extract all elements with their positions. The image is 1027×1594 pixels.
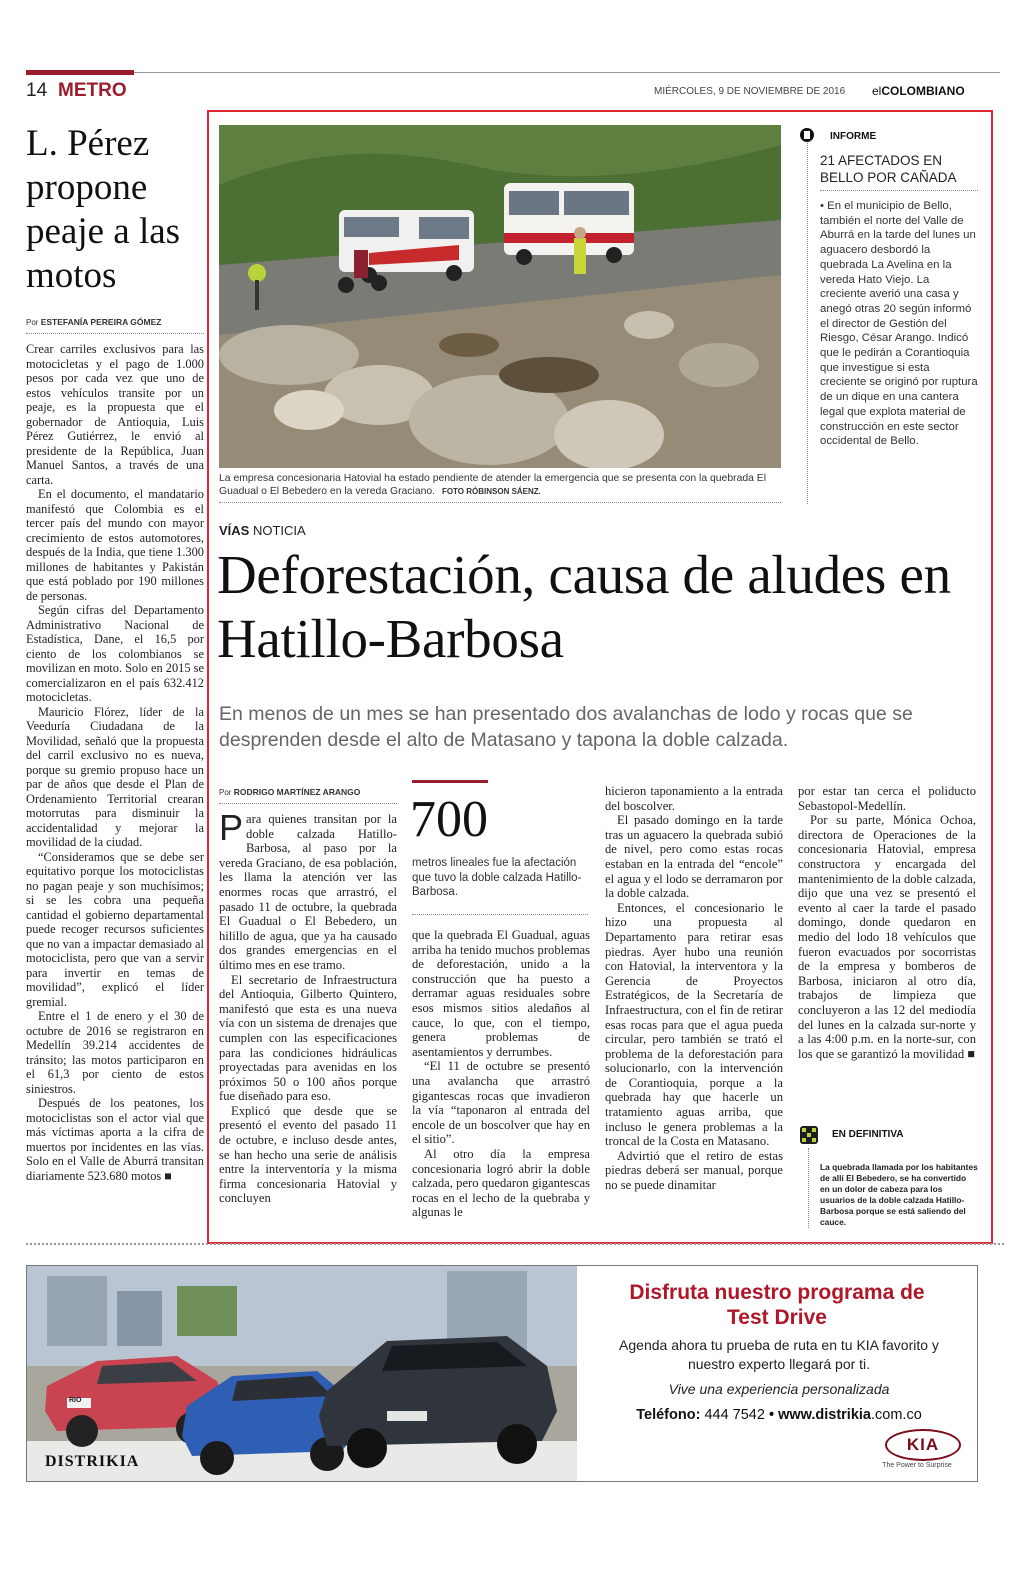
main-byline-divider xyxy=(219,803,397,804)
website-domain: www.distrikia xyxy=(778,1407,871,1423)
ad-car-photo xyxy=(27,1266,577,1481)
paragraph: Por su parte, Mónica Ochoa, directora de Operaciones de la concesionaria Hatovial, empresa constructora y encargada del mantenimiento de la doble calzada, dijo que una vez se presentó el evento al caer la tarde el pasado domingo, donde quedaron en medio del lodo 18 vehículos que fueron evacuados por socorristas de la empresa y bomberos de Barbosa, iniciaron al otro día, trabajos de limpieza que concluyeron a las 12 del mediodía del lunes en la calzada sur-norte y a las 4:00 p.m. en la norte-sur, con los que se garantizó la movilidad ■ xyxy=(798,813,976,1061)
left-article-byline xyxy=(26,317,161,327)
paragraph: por estar tan cerca el poliducto Sebastopol-Medellín. xyxy=(798,784,976,813)
paragraph: ara quienes transitan por la doble calzada Hatillo-Barbosa, al paso por la vereda Graciano, de esa población, les llama la atención ver las enormes rocas que arrastró, el pasado 11 de octubre, la quebrada El Guadual o El Bebedero, un hilillo de agua, que ya ha causado dos grandes emergencias en el último mes en ese tramo. xyxy=(219,812,397,972)
phone-number: 444 7542 xyxy=(704,1407,765,1423)
header-accent-bar xyxy=(26,70,134,75)
website-tld: .com.co xyxy=(871,1407,922,1423)
paragraph: hicieron taponamiento a la entrada del boscolver. xyxy=(605,784,783,813)
byline-author: RODRIGO MARTÍNEZ ARANGO xyxy=(233,787,361,797)
ad-body: Agenda ahora tu prueba de ruta en tu KIA favorito y nuestro experto llegará por ti. xyxy=(619,1337,939,1372)
kia-slogan: The Power to Surprise xyxy=(882,1462,952,1469)
paragraph: Mauricio Flórez, líder de la Veeduría Ciudadana de la Movilidad, señaló que la propuesta del carril exclusivo no es nueva, porque su gremio propuso hace un par de años que desde el Plan de Ordenamiento Territorial crearan motorrutas para disminuir la accidentalidad y mejorar la movilidad de la ciudad. xyxy=(26,704,204,849)
paragraph: Entre el 1 de enero y el 30 de octubre de 2016 se registraron en Medellín 39.214 accidentes de tránsito; las motos participaron en el 61,3 por ciento de estos siniestros. xyxy=(26,1009,204,1096)
car-plate: RIO xyxy=(69,1397,82,1404)
byline-author: ESTEFANÍA PEREIRA GÓMEZ xyxy=(40,317,162,327)
caption-divider xyxy=(219,502,781,503)
ad-tagline: Vive una experiencia personalizada xyxy=(668,1381,890,1397)
document-icon xyxy=(800,128,814,142)
article-column-3 xyxy=(605,784,783,1193)
ad-headline: Disfruta nuestro programa de Test Drive xyxy=(629,1281,925,1329)
informe-text xyxy=(820,199,978,449)
left-article-body xyxy=(26,342,204,1183)
summary-label: EN DEFINITIVA xyxy=(832,1129,904,1140)
drop-cap: P xyxy=(219,807,244,848)
header-date: MIÉRCOLES, 9 DE NOVIEMBRE DE 2016 xyxy=(654,86,846,97)
informe-body: En el municipio de Bello, también el norte del Valle de Aburrá en la tarde del lunes un aguacero desbordó la quebrada La Avelina en la vereda Hato Viejo. La creciente averió una casa y anegó otras 20 según informó el director de Gestión del Riesgo, César Arango. Indicó que le pedirán a Corantioquia que investigue si esta creciente se originó por ruptura de un dique en una cantera legal que explota material de construcción en este sector occidental de Bello. xyxy=(820,200,978,448)
kicker-type: NOTICIA xyxy=(252,523,306,538)
byline-divider xyxy=(26,333,204,334)
caption-text: La empresa concesionaria Hatovial ha estado pendiente de atender la emergencia que se presenta con la quebrada El Guadual o El Bebedero en la vereda Graciano. xyxy=(219,473,767,497)
paragraph: Al otro día la empresa concesionaria logró abrir la doble calzada, pero quedaron gigantescas rocas en el lecho de la quebraba y algunas le xyxy=(412,1146,590,1220)
brand-prefix: el xyxy=(872,84,882,98)
paragraph: Según cifras del Departamento Administrativo Nacional de Estadística, Dane, el 16,5 por ciento de los colombianos se movilizan en moto. Solo en 2015 se comercializaron en el país 632.412 motocicletas. xyxy=(26,603,204,704)
stat-number: 700 xyxy=(410,791,488,848)
contact-separator: • xyxy=(768,1407,775,1423)
photo-illustration xyxy=(219,125,781,468)
paragraph: Crear carriles exclusivos para las motocicletas y el pago de 1.000 pesos por cada vez que uno de estos vehículos transite por un peaje, es la propuesta que el gobernador de Antioquia, Luis Pérez Gutiérrez, le envió al presidente de la República, Juan Manuel Santos, a través de una carta. xyxy=(26,342,204,487)
paragraph: Después de los peatones, los motociclistas son el actor vial que más víctimas aporta a la cifra de muertos por incidentes en las vías. Solo en el Valle de Aburrá transitan diariamente 523.680 motos ■ xyxy=(26,1096,204,1183)
photo-caption xyxy=(219,472,781,498)
left-article-title: L. Pérez propone peaje a las motos xyxy=(26,123,181,296)
paragraph: El secretario de Infraestructura del Antioquia, Gilberto Quintero, manifestó que esta es una nueva vía con un sistema de drenajes que cumplen con las especificaciones para las condiciones hidráulicas proyectadas para avenidas en los próximos 50 o 100 años porque fue diseñado para eso. xyxy=(219,972,397,1104)
summary-icon xyxy=(800,1126,818,1144)
main-kicker xyxy=(219,523,306,538)
paragraph: Explicó que desde que se presentó el evento del pasado 11 de octubre, e incluso desde antes, se han hecho una serie de análisis entre la interventoría y la misma firma concesionaria Hatovial y concluyen xyxy=(219,1103,397,1206)
article-column-2 xyxy=(412,928,590,1220)
informe-vertical-rule xyxy=(807,140,808,504)
paragraph: “Consideramos que se debe ser equitativo porque los motociclistas no pagan peaje y son muchísimos; si se les cobra una pequeña cantidad el gobierno departamental puede recoger recursos suficientes que no van a impactar demasiado al motociclista, pero que van a servir para invertir en temas de movilidad”, explicó el líder gremial. xyxy=(26,849,204,1009)
dealer-name: DISTRIKIA xyxy=(45,1453,140,1470)
summary-text: La quebrada llamada por los habitantes de allí El Bebedero, se ha convertido en un dolor de cabeza para los usuarios de la doble calzada Hatillo-Barbosa porque se está saliendo del cauce. xyxy=(820,1162,978,1227)
paragraph: Advirtió que el retiro de estas piedras deberá ser manual, porque no se puede dinamitar xyxy=(605,1148,783,1193)
bullet: • xyxy=(820,200,828,212)
page-number: 14 xyxy=(26,80,48,101)
byline-prefix: Por xyxy=(219,788,232,797)
stat-description: metros lineales fue la afectación que tuvo la doble calzada Hatillo-Barbosa. xyxy=(412,857,582,898)
paragraph: El pasado domingo en la tarde tras un aguacero la quebrada subió de nivel, pero como estas rocas estaban en la entrada del “encole” el agua y el lodo se derramaron por la doble calzada. xyxy=(605,813,783,901)
brand-name: COLOMBIANO xyxy=(881,84,965,98)
kicker-section: VÍAS xyxy=(219,523,250,538)
ad-contact xyxy=(599,1407,959,1423)
article-column-4 xyxy=(798,784,976,1061)
informe-title: 21 AFECTADOS EN BELLO POR CAÑADA xyxy=(820,153,957,185)
kia-advertisement[interactable] xyxy=(26,1265,978,1482)
phone-label: Teléfono: xyxy=(636,1407,701,1423)
paragraph: En el documento, el mandatario manifestó que Colombia es el tercer país del mundo con mayor crecimiento de estos automotores, después de la India, que tiene 1.300 millones de habitantes y Pakistán que está poblado por 190 millones de personas. xyxy=(26,487,204,603)
byline-prefix: Por xyxy=(26,318,39,327)
summary-rule xyxy=(808,1148,809,1228)
stat-divider xyxy=(412,914,588,915)
stat-accent-bar xyxy=(412,780,488,783)
informe-divider xyxy=(820,190,978,191)
section-name: METRO xyxy=(58,80,127,101)
photo-credit: FOTO RÓBINSON SÁENZ. xyxy=(441,487,541,496)
main-headline: Deforestación, causa de aludes en Hatillo-Barbosa xyxy=(217,544,951,669)
kia-logo-text: KIA xyxy=(906,1435,940,1454)
paragraph: “El 11 de octubre se presentó una avalancha que arrastró gigantescas rocas que invadieron la vía “taponaron al entrada del encole de un boscolver que hay en el sitio”. xyxy=(412,1059,590,1147)
paragraph: Entonces, el concesionario le hizo una propuesta al Departamento para retirar esas piedras. Ayer hubo una reunión con Hatovial, la interventora y la Gerencia de Proyectos Estratégicos, de la Secretaría de Infraestructura, con el fin de retirar esas rocas para que el agua pueda circular, pero también se trató el problema de la deforestación para solucionarlo, con la intervención de Corantioquia, porque a la quebrada hay que hacerle un tratamiento aguas arriba, que incluso le genera problemas a la troncal de la Costa en Matasano. xyxy=(605,900,783,1149)
kia-logo xyxy=(885,1429,961,1461)
news-photo xyxy=(219,125,781,468)
ad-separator xyxy=(26,1243,1004,1245)
main-byline xyxy=(219,787,360,797)
brand-logo xyxy=(872,84,965,98)
main-subtitle: En menos de un mes se han presentado dos avalanchas de lodo y rocas que se desprenden desde el alto de Matasano y tapona la doble calzada. xyxy=(219,703,913,751)
header-rule xyxy=(134,72,1000,73)
informe-label: INFORME xyxy=(830,131,877,142)
paragraph: que la quebrada El Guadual, aguas arriba ha tenido muchos problemas de deforestación, unido a la construcción que ha puesto a derramar aguas residuales sobre esos mismos sitios aledaños al cauce, lo que, con el tiempo, genera problemas de asentamientos y derrumbes. xyxy=(412,928,590,1059)
article-column-1 xyxy=(219,807,397,1206)
website-link[interactable] xyxy=(778,1407,922,1423)
